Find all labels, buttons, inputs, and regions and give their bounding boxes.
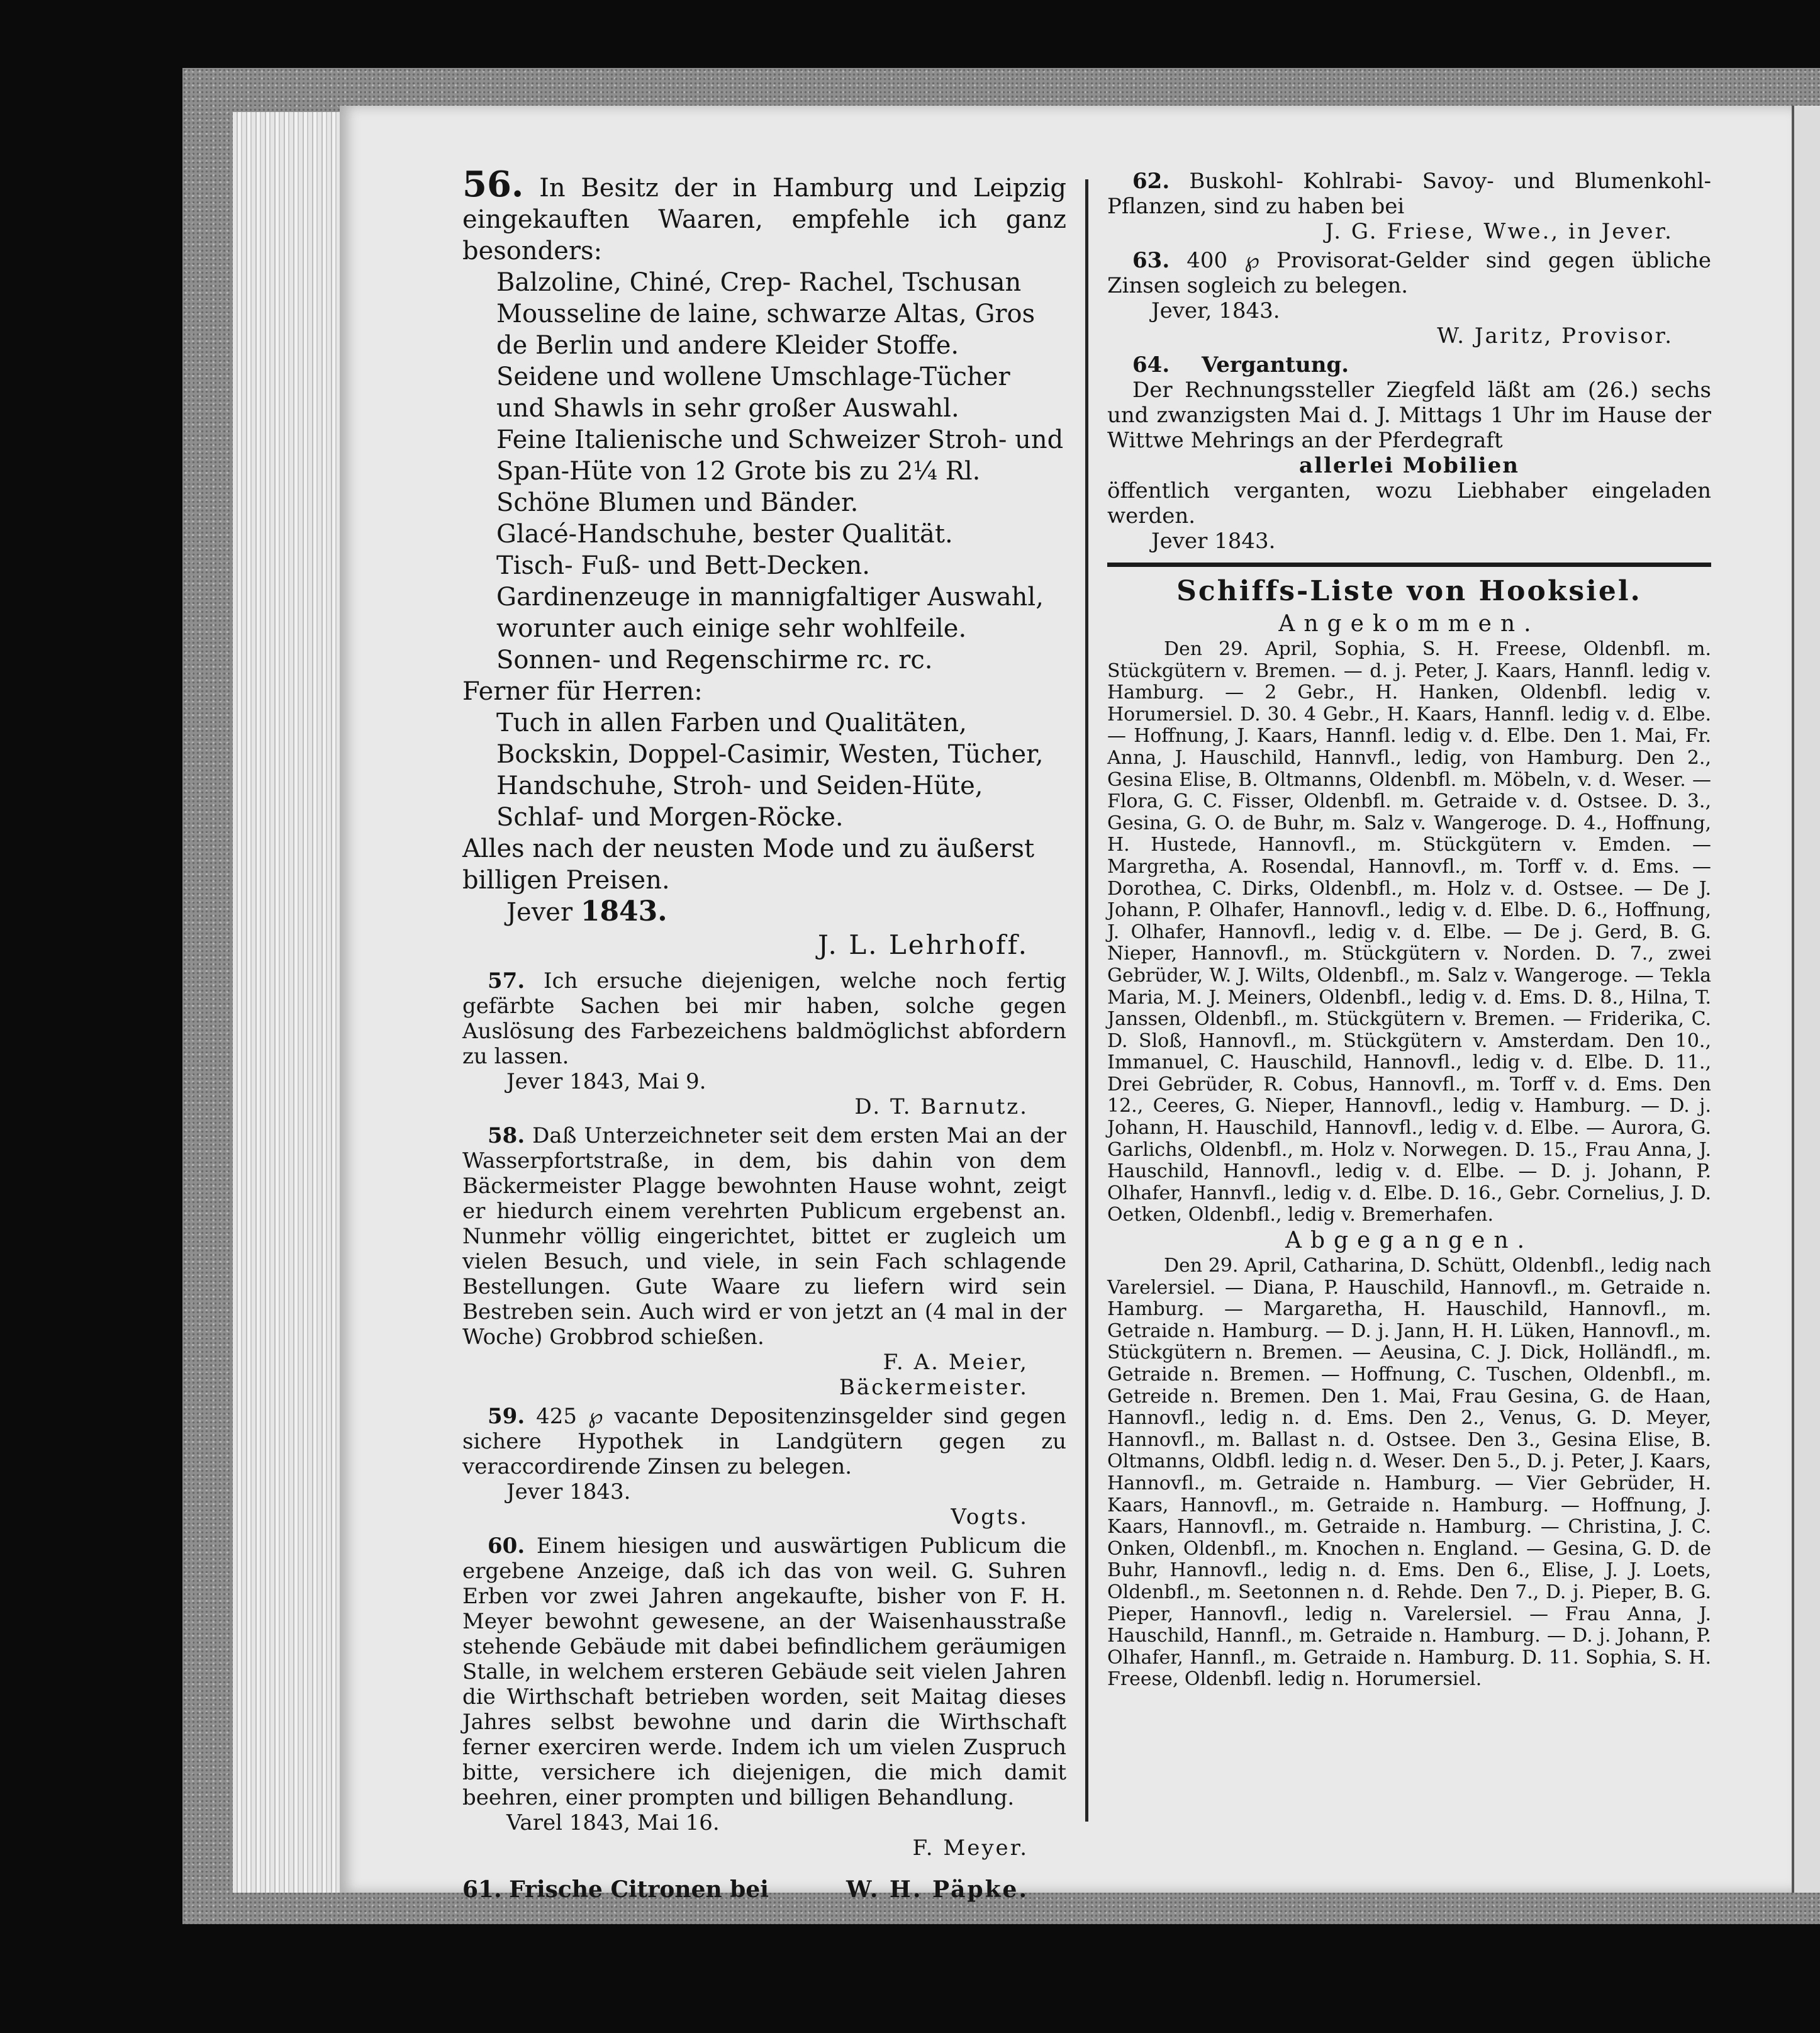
notice-57 (462, 968, 1066, 1119)
notice-number: 59. (488, 1404, 525, 1429)
notice-title: Vergantung. (1201, 352, 1349, 378)
right-column (1107, 169, 1711, 1691)
signature: W. Jaritz, Provisor. (1437, 323, 1673, 349)
left-column (462, 164, 1067, 1903)
notice-text: Der Rechnungssteller Ziegfeld läßt am (26.) sechs und zwanzigsten Mai d. J. Mittags 1 Uhr im Hause der Wittwe Mehrings an der Pferdegraft (1107, 378, 1711, 453)
dateline: Jever 1843. (1151, 529, 1276, 554)
notice-number: 60. (488, 1533, 525, 1559)
list-item: Gardinenzeuge in mannigfaltiger Auswahl, worunter auch einige sehr wohlfeile. (496, 583, 1044, 643)
signature: F. A. Meier, (883, 1350, 1029, 1375)
list-item: Schöne Blumen und Bänder. (496, 488, 859, 517)
notice-62 (1107, 169, 1711, 244)
notice-59 (462, 1404, 1066, 1530)
arrived-heading: Angekommen. (1278, 611, 1540, 637)
ferner-heading: Ferner für Herren: (462, 677, 703, 706)
notice-number: 58. (488, 1123, 525, 1148)
list-item: Sonnen- und Regenschirme rc. rc. (496, 646, 933, 675)
list-item: Feine Italienische und Schweizer Stroh- und Span-Hüte von 12 Grote bis zu 2¼ Rl. (496, 425, 1064, 486)
notice-number: 56. (462, 164, 524, 205)
signature: Vogts. (951, 1504, 1029, 1530)
year: 1843. (580, 895, 667, 927)
notice-61 (462, 1877, 1066, 1903)
signature: J. L. Lehrhoff. (817, 929, 1029, 960)
signature: D. T. Barnutz. (854, 1094, 1029, 1119)
notice-64 (1107, 352, 1711, 554)
dateline: Jever, 1843. (1151, 298, 1280, 323)
dateline: Varel 1843, Mai 16. (506, 1810, 720, 1835)
next-page-edge (1792, 106, 1820, 1893)
notice-text: Frische Citronen bei (509, 1876, 769, 1903)
departed-heading: Abgegangen. (1285, 1228, 1534, 1254)
notice-text: Ich ersuche diejenigen, welche noch fertig gefärbte Sachen bei mir haben, solche gegen Auslösung des Farbezeichens baldmöglichst abfordern zu lassen. (462, 968, 1067, 1069)
place: Jever (506, 898, 573, 927)
notice-text: 425 ℘ vacante Depositenzinsgelder sind gegen sichere Hypothek in Landgütern gegen zu veraccordirende Zinsen zu belegen. (462, 1404, 1067, 1479)
notice-58 (462, 1123, 1066, 1400)
notice-63 (1107, 248, 1711, 349)
dateline: Jever 1843, Mai 9. (506, 1069, 706, 1094)
notice-text: 400 ℘ Provisorat-Gelder sind gegen übliche Zinsen sogleich zu belegen. (1107, 248, 1711, 298)
notice-56 (462, 164, 1067, 962)
shipping-list-title: Schiffs-Liste von Hooksiel. (1176, 575, 1642, 607)
list-item: Glacé-Handschuhe, bester Qualität. (496, 520, 953, 549)
notice-number: 57. (488, 968, 525, 994)
dateline (462, 896, 1066, 928)
notice-60 (462, 1533, 1066, 1861)
departed-entries: Den 29. April, Catharina, D. Schütt, Oldenbfl., ledig nach Varelersiel. — Diana, P. Hauschild, Hannovfl., m. Getraide n. Hamburg. — Margaretha, H. Hauschild, Hannovfl., m. Getraide n. Hamburg. — D. j. Jann, H. H. Lüken, Hannovfl., m. Stückgütern n. Bremen. — Aeusina, C. J. Dick, Holländfl., m. Getraide n. Bremen. — Hoffnung, C. Tuschen, Oldenbfl., m. Getreide n. Bremen. Den 1. Mai, Frau Gesina, G. de Haan, Hannovfl., ledig n. d. Ems. Den 2., Venus, G. D. Meyer, Hannovfl., m. Ballast n. d. Ostsee. Den 3., Gesina Elise, B. Oltmanns, Oldbfl. ledig n. d. Weser. Den 5., D. j. Peter, J. Kaars, Hannovfl., m. Getraide n. Hamburg. — Vier Gebrüder, H. Kaars, Hannovfl., m. Getraide n. Hamburg. — Hoffnung, J. Kaars, Hannovfl., m. Getraide n. Hamburg. — Christina, J. C. Onken, Oldenbfl., m. Knochen n. England. — Gesina, G. D. de Buhr, Hannovfl., ledig n. d. Ems. Den 6., Elise, J. J. Loets, Oldenbfl., m. Seetonnen n. d. Rehde. Den 7., D. j. Pieper, B. G. Pieper, Hannovfl., ledig n. Varelersiel. — Frau Anna, J. Hauschild, Hannfl., m. Getraide n. Hamburg. — D. j. Johann, P. Olhafer, Hannfl., m. Getraide n. Hamburg. D. 11. Sophia, S. H. Freese, Oldenbfl. ledig n. Horumersiel. (1107, 1255, 1711, 1691)
notice-number: 62. (1132, 169, 1170, 194)
notice-intro: In Besitz der in Hamburg und Leipzig eingekauften Waaren, empfehle ich ganz besonders: (462, 174, 1067, 266)
shipping-list (1107, 573, 1711, 1691)
notice-text-continued: öffentlich verganten, wozu Liebhaber eingeladen werden. (1107, 478, 1711, 529)
list-item: Tisch- Fuß- und Bett-Decken. (496, 551, 870, 580)
notice-text: Buskohl- Kohlrabi- Savoy- und Blumenkohl-Pflanzen, sind zu haben bei (1107, 169, 1712, 219)
dateline: Jever 1843. (506, 1479, 631, 1504)
arrived-entries: Den 29. April, Sophia, S. H. Freese, Oldenbfl. m. Stückgütern v. Bremen. — d. j. Peter, J. Kaars, Hannfl. ledig v. Hamburg. — 2 Gebr., H. Hanken, Oldenbfl. ledig v. Horumersiel. D. 30. 4 Gebr., H. Kaars, Hannfl. ledig v. d. Elbe. — Hoffnung, J. Kaars, Hannfl. ledig v. d. Elbe. Den 1. Mai, Fr. Anna, J. Hauschild, Hannvfl., ledig, von Hamburg. Den 2., Gesina Elise, B. Oltmanns, Oldenbfl. m. Möbeln, v. d. Weser. — Flora, G. C. Fisser, Oldenbfl. m. Getraide v. d. Ostsee. D. 3., Gesina, G. O. de Buhr, m. Salz v. Wangeroge. D. 4., Hoffnung, H. Hustede, Hannovfl., m. Stückgütern v. Emden. — Margretha, A. Rosendal, Hannovfl., m. Torff v. d. Ems. — Dorothea, C. Dirks, Oldenbfl., m. Holz v. d. Ostsee. — De J. Johann, P. Olhafer, Hannovfl., ledig v. d. Elbe. D. 6., Hoffnung, J. Olhafer, Hannovfl., ledig v. d. Elbe. — De j. Gerd, B. G. Nieper, Hannovfl., m. Stückgütern v. Norden. D. 7., zwei Gebrüder, W. J. Wilts, Oldenbfl., m. Salz v. Wangeroge. — Tekla Maria, M. J. Meiners, Oldenbfl., ledig v. d. Ems. D. 8., Hilna, T. Janssen, Oldenbfl., m. Stückgütern v. Bremen. — Friderika, C. D. Sloß, Hannovfl., m. Stückgütern v. Amsterdam. Den 10., Immanuel, C. Hauschild, Hannovfl., ledig v. d. Elbe. D. 11., Drei Gebrüder, R. Cobus, Hannovfl., m. Torff v. d. Ems. Den 12., Ceeres, G. Nieper, Hannovfl., ledig v. Hamburg. — D. j. Johann, H. Hauschild, Hannovfl., ledig v. d. Elbe. — Aurora, G. Garlichs, Oldenbfl., m. Holz v. Norwegen. D. 15., Frau Anna, J. Hauschild, Hannovfl., ledig v. d. Elbe. — D. j. Johann, P. Olhafer, Hannvfl., ledig v. d. Elbe. D. 16., Gebr. Cornelius, J. D. Oetken, Oldenbfl., ledig v. Bremerhafen. (1107, 638, 1711, 1226)
section-rule (1107, 563, 1711, 567)
notice-text: Daß Unterzeichneter seit dem ersten Mai an der Wasserpfortstraße, in dem, bis dahin von dem Bäckermeister Plagge bewohnten Hause wohnt, zeigt er hiedurch einem verehrten Publicum ergebenst an. Nunmehr völlig eingerichtet, bittet er zugleich um vielen Besuch, und viele, in sein Fach schlagende Bestellungen. Gute Waare zu liefern wird sein Bestreben sein. Auch wird er von jetzt an (4 mal in der Woche) Grobbrod schießen. (462, 1123, 1066, 1350)
list-item: Balzoline, Chiné, Crep- Rachel, Tschusan Mousseline de laine, schwarze Altas, Gros de Berlin und andere Kleider Stoffe. (496, 268, 1036, 360)
notice-number: 63. (1132, 248, 1170, 273)
herren-list: Tuch in allen Farben und Qualitäten, Bockskin, Doppel-Casimir, Westen, Tücher, Handschuhe, Stroh- und Seiden-Hüte, Schlaf- und Morgen-Röcke. (496, 708, 1044, 832)
notice-center-line: allerlei Mobilien (1299, 453, 1519, 478)
notice-number: 61. (462, 1876, 502, 1903)
notice-text: Einem hiesigen und auswärtigen Publicum die ergebene Anzeige, daß ich das von weil. G. Suhren Erben vor zwei Jahren angekaufte, bisher von F. H. Meyer bewohnt gewesene, an der Waisenhausstraße stehende Gebäude mit dabei befindlichem geräumigen Stalle, in welchem ersteren Gebäude seit vielen Jahren die Wirthschaft betrieben worden, seit Maitag dieses Jahres selbst bewohne und darin die Wirthschaft ferner exerciren werde. Indem ich um vielen Zuspruch bitte, versichere ich diejenigen, die mich damit beehren, einer prompten und billigen Behandlung. (462, 1533, 1066, 1810)
notice-number: 64. (1132, 352, 1170, 378)
signature-title: Bäckermeister. (839, 1375, 1029, 1400)
list-item: Seidene und wollene Umschlage-Tücher und Shawls in sehr großer Auswahl. (496, 362, 1010, 423)
column-divider (1085, 179, 1088, 1822)
signature: W. H. Päpke. (846, 1876, 1029, 1903)
signature: F. Meyer. (912, 1835, 1029, 1861)
signature: J. G. Friese, Wwe., in Jever. (1325, 219, 1673, 244)
alles-text: Alles nach der neusten Mode und zu äußerst billigen Preisen. (462, 834, 1035, 895)
